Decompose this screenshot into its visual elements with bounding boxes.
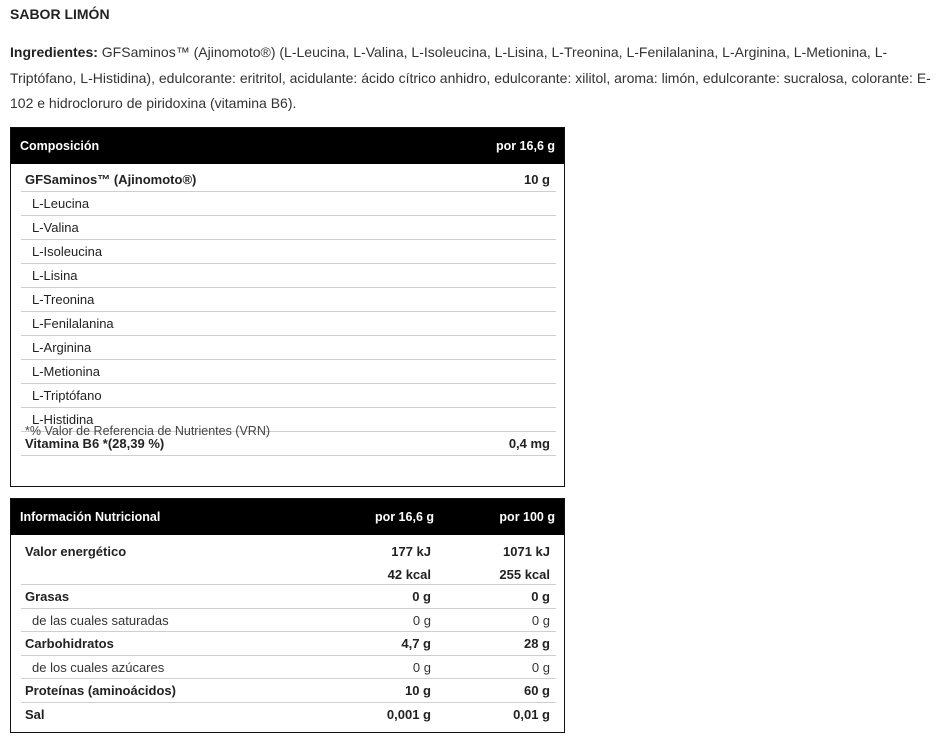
amino-acid-label: L-Arginina [32,340,92,355]
amino-acid-label: L-Metionina [32,364,100,379]
ingredients-text: GFSaminos™ (Ajinomoto®) (L-Leucina, L-Valina, L-Isoleucina, L-Lisina, L-Treonina, L-Fenilalanina, L-Arginina, L-Metionina, L-Triptófano, L-Histidina), edulcorante: eritritol, acidulante: ácido cítrico anhidro, edulcorante: xilitol, aroma: limón, edulcorante: sucralosa, colorante: E-102 e hidrocloruro de piridoxina (vitamina B6). [10,44,931,111]
table-row [11,360,564,384]
nutrient-serving-value: 0,001 g [386,706,431,722]
nutrient-100g-value: 0 g [531,612,550,628]
table-row [11,535,564,585]
table-row [11,336,564,360]
nutrition-header-100g: por 100 g [499,510,555,524]
nutrient-100g-value: 60 g [523,683,550,698]
amino-acid-label: L-Lisina [32,268,78,283]
composition-header-per: por 16,6 g [495,139,555,153]
nutrient-serving-value: 10 g [404,683,431,698]
table-row [11,164,564,192]
composition-body [11,164,564,456]
nutrient-serving-value: 0 g [412,659,431,675]
amino-acid-label: L-Valina [32,220,79,235]
vitamin-b6-value: 0,4 mg [508,436,550,451]
energy-kcal-serving: 42 kcal [387,567,431,582]
gfsaminos-value: 10 g [523,172,550,187]
vrn-footnote: *% Valor de Referencia de Nutrientes (VRN) [25,424,271,438]
nutrient-serving-value: 4,7 g [401,636,431,651]
nutrient-label: de los cuales azúcares [32,659,165,675]
nutrient-label: Sal [25,706,45,722]
nutrient-label: Proteínas (aminoácidos) [25,683,176,698]
ingredients-label: Ingredientes: [10,44,98,60]
nutrient-100g-value: 28 g [523,636,550,651]
nutrient-serving-value: 0 g [412,589,431,604]
energy-kcal-100g: 255 kcal [499,567,550,582]
energy-label: Valor energético [25,544,127,559]
composition-header-label: Composición [20,139,100,153]
nutrient-100g-value: 0 g [531,589,550,604]
amino-acid-label: L-Histidina [32,412,94,427]
vitamin-b6-label: Vitamina B6 *(28,39 %) [25,436,165,451]
ingredients-paragraph [10,40,932,117]
composition-table [10,127,565,487]
amino-acid-label: L-Treonina [32,292,95,307]
nutrition-table [10,498,565,733]
nutrition-header-label: Información Nutricional [20,510,161,524]
amino-acid-label: L-Isoleucina [32,244,103,259]
flavor-title: SABOR LIMÓN [10,6,110,22]
table-row [11,192,564,216]
amino-acid-label: L-Leucina [32,196,90,211]
table-row [11,288,564,312]
nutrient-label: de las cuales saturadas [32,612,169,628]
table-row [11,312,564,336]
table-row [11,632,564,656]
table-row [11,585,564,609]
gfsaminos-label: GFSaminos™ (Ajinomoto®) [25,172,197,187]
energy-kj-100g: 1071 kJ [503,544,550,559]
table-row [11,264,564,288]
amino-acid-label: L-Fenilalanina [32,316,114,331]
amino-acid-label: L-Triptófano [32,388,102,403]
nutrient-label: Grasas [25,589,70,604]
table-row [11,216,564,240]
composition-header [11,128,564,164]
nutrient-serving-value: 0 g [412,612,431,628]
energy-kj-serving: 177 kJ [391,544,431,559]
nutrient-100g-value: 0,01 g [513,706,550,722]
nutrient-label: Carbohidratos [25,636,114,651]
nutrient-100g-value: 0 g [531,659,550,675]
nutrition-header-serving: por 16,6 g [374,510,434,524]
table-row [11,240,564,264]
table-row [11,656,564,680]
nutrition-header [11,499,564,535]
table-row [11,679,564,703]
nutrition-body [11,535,564,726]
table-row [11,609,564,633]
table-row [11,703,564,727]
table-row [11,384,564,408]
